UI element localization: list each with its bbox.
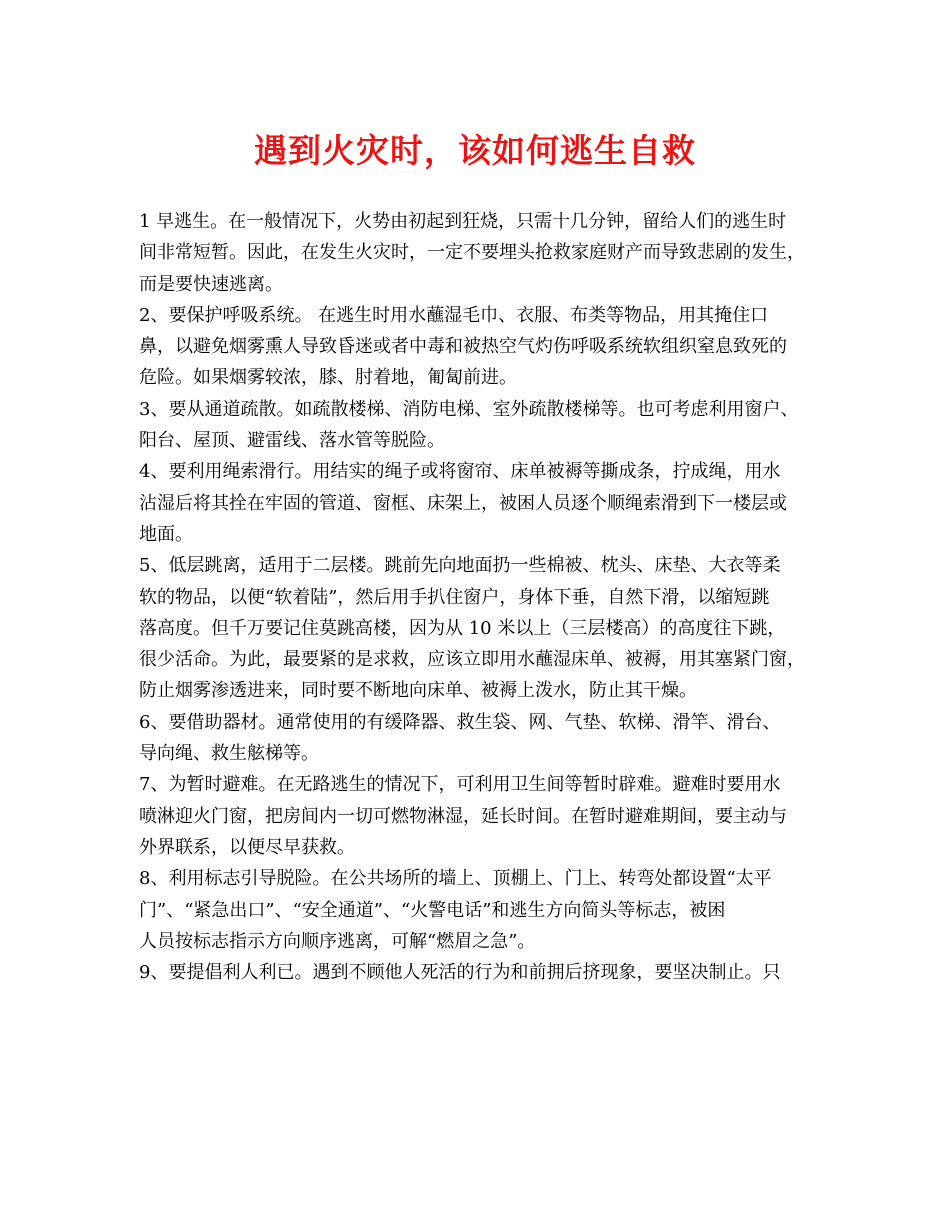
body-line: 7、为暂时避难。在无路逃生的情况下，可利用卫生间等暂时辟难。避难时要用水 [139, 774, 781, 796]
body-line: 落高度。但千万要记住莫跳高楼，因为从 10 米以上（三层楼高）的高度往下跳， [139, 617, 786, 639]
body-line: 2、要保护呼吸系统。 在逃生时用水蘸湿毛巾、衣服、布类等物品，用其掩住口 [139, 304, 769, 326]
body-line: 间非常短暂。因此，在发生火灾时，一定不要埋头抢救家庭财产而导致悲剧的发生， [139, 242, 805, 264]
body-line: 6、要借助器材。通常使用的有缓降器、救生袋、网、气垫、软梯、滑竿、滑台、 [139, 711, 781, 733]
body-line: 危险。如果烟雾较浓，膝、肘着地，匍匐前进。 [139, 367, 517, 389]
body-line: 阳台、屋顶、避雷线、落水管等脱险。 [139, 430, 445, 452]
body-line: 很少活命。为此，最要紧的是求救，应该立即用水蘸湿床单、被褥，用其塞紧门窗， [139, 649, 805, 671]
body-line: 导向绳、救生舷梯等。 [139, 743, 319, 765]
body-line: 喷淋迎火门窗，把房间内一切可燃物淋湿，延长时间。在暂时避难期间，要主动与 [139, 805, 787, 827]
body-line: 外界联系，以便尽早获救。 [139, 836, 355, 858]
body-line: 软的物品，以便“软着陆”，然后用手扒住窗户，身体下垂，自然下滑，以缩短跳 [139, 586, 770, 608]
body-line: 门”、“紧急出口”、“安全通道”、“火警电话”和逃生方向简头等标志，被困 [139, 899, 726, 921]
body-line: 鼻，以避免烟雾熏人导致昏迷或者中毒和被热空气灼伤呼吸系统软组织窒息致死的 [139, 336, 787, 358]
document-body [139, 206, 819, 988]
body-line: 4、要利用绳索滑行。用结实的绳子或将窗帘、床单被褥等撕成条，拧成绳，用水 [139, 461, 781, 483]
body-line: 1 早逃生。在一般情况下，火势由初起到狂烧，只需十几分钟，留给人们的逃生时 [139, 211, 787, 232]
body-line: 5、低层跳离，适用于二层楼。跳前先向地面扔一些棉被、枕头、床垫、大衣等柔 [139, 555, 781, 577]
body-line: 8、利用标志引导脱险。在公共场所的墙上、顶棚上、门上、转弯处都设置“太平 [139, 868, 772, 890]
body-line: 3、要从通道疏散。如疏散楼梯、消防电梯、室外疏散楼梯等。也可考虑利用窗户、 [139, 398, 799, 420]
body-line: 地面。 [139, 523, 193, 545]
body-line: 沾湿后将其拴在牢固的管道、窗框、床架上，被困人员逐个顺绳索滑到下一楼层或 [139, 492, 787, 514]
body-line: 而是要快速逃离。 [139, 273, 283, 295]
document-title: 遇到火灾时，该如何逃生自救 [254, 131, 696, 170]
body-line: 人员按标志指示方向顺序逃离，可解“燃眉之急”。 [139, 930, 536, 952]
body-line: 9、要提倡利人利已。遇到不顾他人死活的行为和前拥后挤现象，要坚决制止。只 [139, 962, 781, 984]
body-line: 防止烟雾渗透进来，同时要不断地向床单、被褥上泼水，防止其干燥。 [139, 680, 697, 702]
